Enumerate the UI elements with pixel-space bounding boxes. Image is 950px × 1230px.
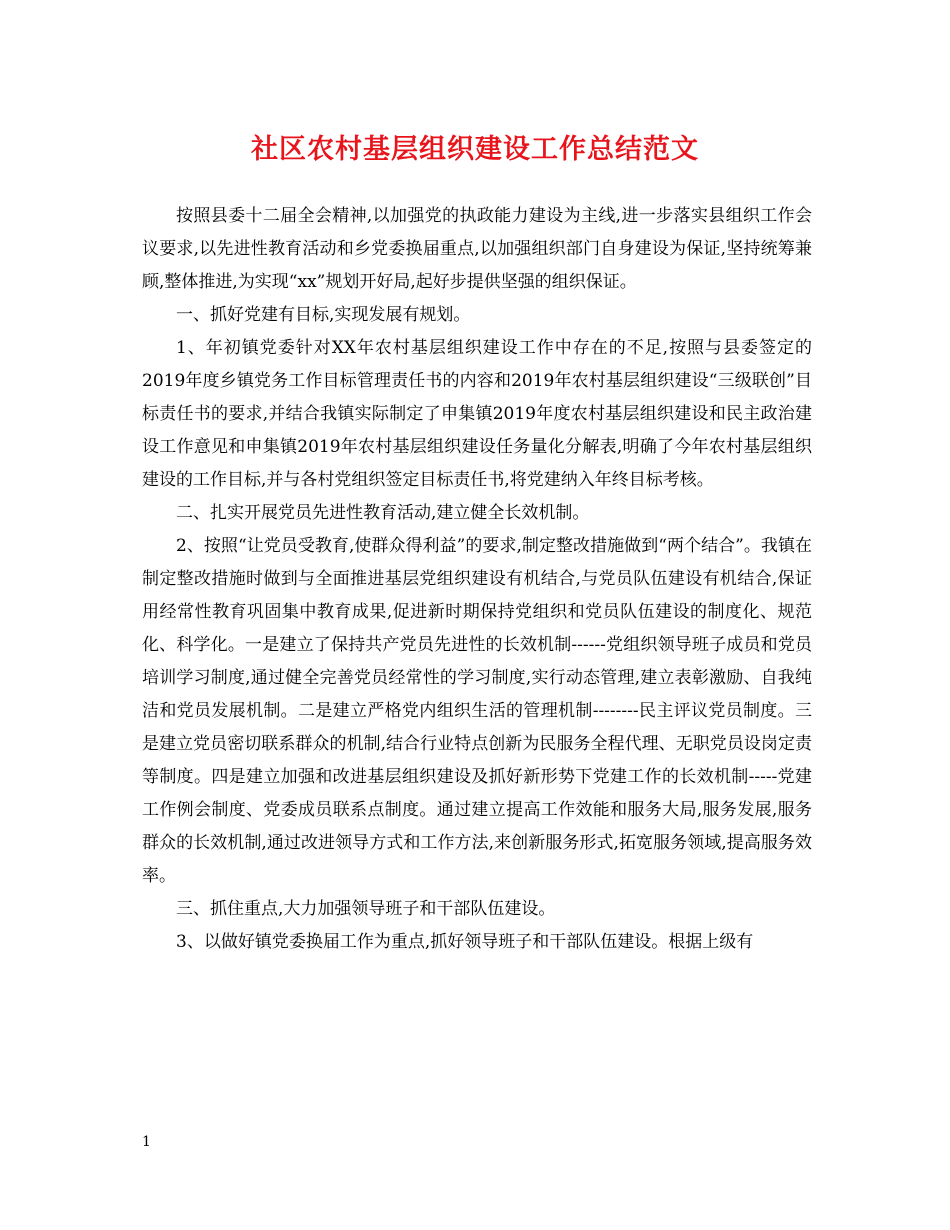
paragraph-2: 2、按照“让党员受教育,使群众得利益”的要求,制定整改措施做到“两个结合”。我镇在制定整改措施时做到与全面推进基层党组织建设有机结合,与党员队伍建设有机结合,保证用经常性教育巩固集中教育成果,促进新时期保持党组织和党员队伍建设的制度化、规范化、科学化。一是建立了保持共产党员先进性的长效机制------党组织领导班子成员和党员培训学习制度,通过健全完善党员经常性的学习制度,实行动态管理,建立表彰激励、自我纯洁和党员发展机制。二是建立严格党内组织生活的管理机制--------民主评议党员制度。三是建立党员密切联系群众的机制,结合行业特点创新为民服务全程代理、无职党员设岗定责等制度。四是建立加强和改进基层组织建设及抓好新形势下党建工作的长效机制-----党建工作例会制度、党委成员联系点制度。通过建立提高工作效能和服务大局,服务发展,服务群众的长效机制,通过改进领导方式和工作方法,来创新服务形式,拓宽服务领域,提高服务效率。 [142, 536, 812, 886]
paragraph-1: 1、年初镇党委针对XX年农村基层组织建设工作中存在的不足,按照与县委签定的2019年度乡镇党务工作目标管理责任书的内容和2019年农村基层组织建设“三级联创”目标责任书的要求,并结合我镇实际制定了申集镇2019年度农村基层组织建设和民主政治建设工作意见和申集镇2019年农村基层组织建设任务量化分解表,明确了今年农村基层组织建设的工作目标,并与各村党组织签定目标责任书,将党建纳入年终目标考核。 [142, 338, 812, 490]
document-title: 社区农村基层组织建设工作总结范文 [251, 134, 699, 165]
paragraph-3: 3、以做好镇党委换届工作为重点,抓好领导班子和干部队伍建设。根据上级有 [176, 932, 754, 952]
section-heading-3: 三、抓住重点,大力加强领导班子和干部队伍建设。 [176, 899, 556, 919]
page-number: 1 [142, 1134, 151, 1150]
section-heading-2: 二、扎实开展党员先进性教育活动,建立健全长效机制。 [176, 503, 590, 523]
section-heading-1: 一、抓好党建有目标,实现发展有规划。 [176, 305, 471, 325]
document-body [142, 200, 812, 959]
paragraph-intro: 按照县委十二届全会精神,以加强党的执政能力建设为主线,进一步落实县组织工作会议要求,以先进性教育活动和乡党委换届重点,以加强组织部门自身建设为保证,坚持统筹兼顾,整体推进,为实现“xx”规划开好局,起好步提供坚强的组织保证。 [142, 206, 812, 292]
